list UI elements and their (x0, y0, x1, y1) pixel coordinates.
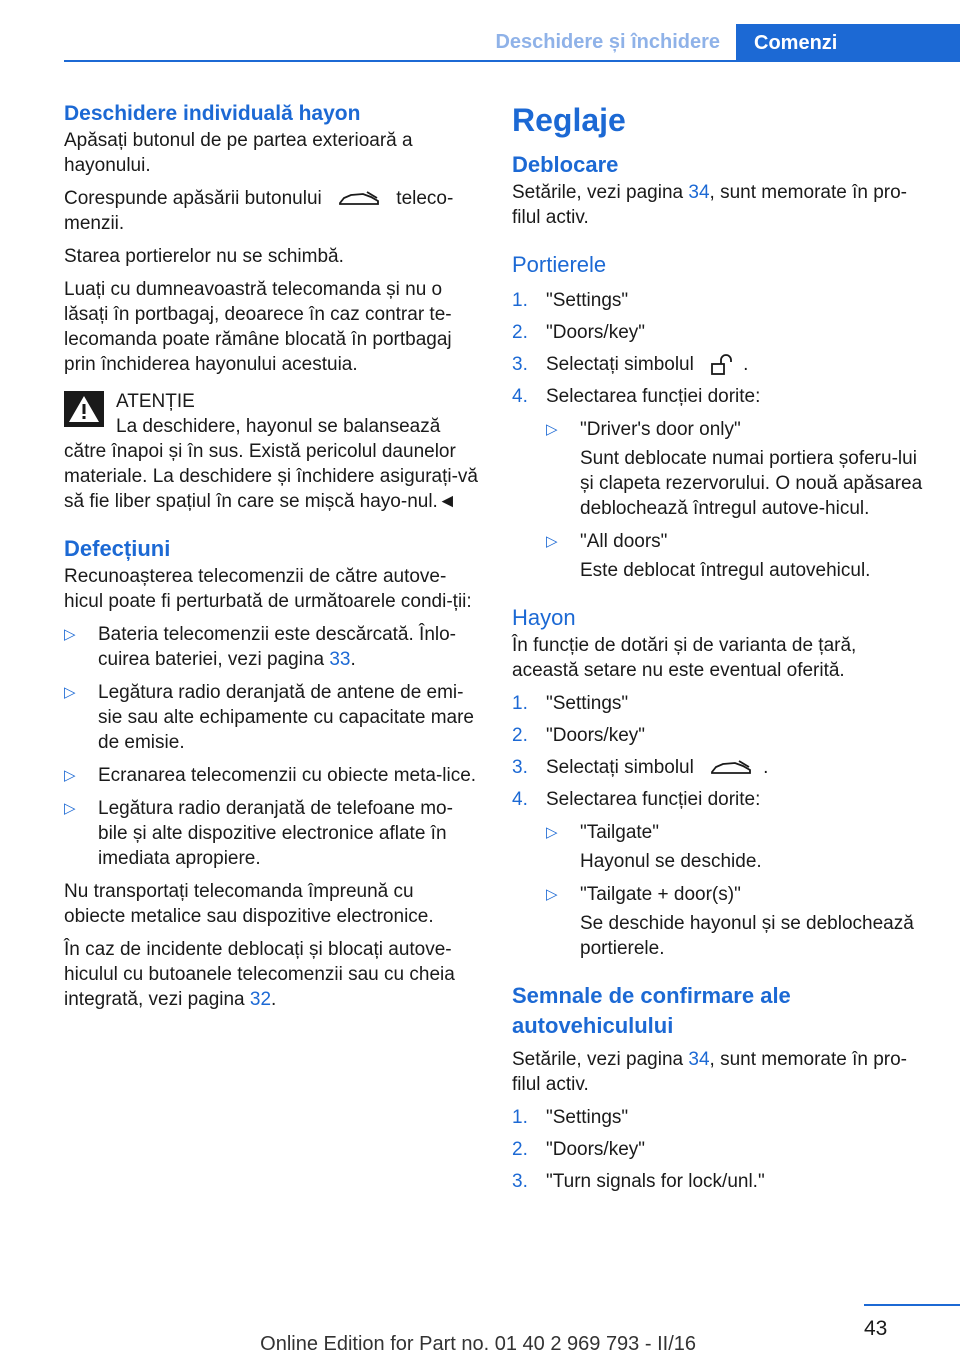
signals-steps (512, 1105, 928, 1194)
paragraph-defects-intro: Recunoașterea telecomenzii de către autove-hicul poate fi perturbată de următoarele condi-ții: (64, 566, 472, 612)
paragraph-unlock-settings: Setările, vezi pagina 34, sunt memorate în pro-filul activ. (512, 182, 907, 228)
list-item: ▷ "Tailgate" Hayonul se deschide. (546, 822, 762, 872)
bullet-triangle-icon: ▷ (64, 767, 76, 784)
right-column (512, 100, 928, 1201)
heading-unlocking: Deblocare (512, 152, 619, 177)
tailgate-options (546, 820, 928, 961)
list-item: 1. "Settings" (512, 1107, 629, 1128)
list-item: 2. "Doors/key" (512, 725, 646, 746)
page-reference-link[interactable]: 33 (329, 649, 351, 670)
list-item: 1. "Settings" (512, 693, 629, 714)
tailgate-steps (512, 691, 928, 961)
warning-title: ATENȚIE (116, 391, 195, 412)
list-item: 1. "Settings" (512, 290, 629, 311)
warning-icon (64, 391, 104, 427)
edition-note: Online Edition for Part no. 01 40 2 969 793 - II/16 (260, 1333, 696, 1355)
header-tab: Comenzi (736, 24, 960, 62)
bullet-triangle-icon: ▷ (546, 421, 558, 438)
heading-settings: Reglaje (512, 102, 626, 138)
list-item: ▷ Bateria telecomenzii este descărcată. Înlo-cuirea bateriei, vezi pagina 33. (64, 624, 457, 670)
bullet-triangle-icon: ▷ (546, 533, 558, 550)
section-confirmation-signals (512, 981, 928, 1194)
doors-steps (512, 288, 928, 583)
warning-text-first: La deschidere, hayonul se balansează (116, 416, 441, 437)
list-item: ▷ "Tailgate + door(s)" Se deschide hayonul și se deblochează portierele. (546, 884, 914, 959)
paragraph-signals-settings: Setările, vezi pagina 34, sunt memorate în pro-filul activ. (512, 1049, 907, 1095)
bullet-triangle-icon: ▷ (64, 684, 76, 701)
paragraph-doors-unchanged: Starea portierelor nu se schimbă. (64, 246, 344, 267)
tailgate-car-icon (337, 189, 381, 209)
list-item: 3. "Turn signals for lock/unl." (512, 1171, 765, 1192)
list-item: 4. Selectarea funcției dorite: ▷ "Driver's door only" Sunt deblocate numai portiera șoferu-lui și clapeta rezervorului. O nouă apăsarea deblochează întregul autove-hicul. ▷ "All doors" Este deblocat întregul autovehicul. (512, 384, 928, 583)
footer-rule (864, 1304, 960, 1306)
bullet-triangle-icon: ▷ (546, 886, 558, 903)
heading-tailgate: Hayon (512, 605, 576, 630)
paragraph-take-remote: Luați cu dumneavoastră telecomanda și nu o lăsați în portbagaj, deoarece în caz contrar te-lecomanda poate rămâne blocată în portbagaj prin închiderea hayonului acestuia. (64, 279, 452, 375)
warning-box (64, 389, 478, 514)
header-rule (64, 60, 960, 62)
warning-text: către înapoi și în sus. Există pericolul daunelor materiale. La deschidere și închidere asigurați-vă să fie liber spațiul în care se mișcă hayo-nul.◄ (64, 441, 478, 512)
section-defects (64, 534, 478, 1012)
list-item: 4. Selectarea funcției dorite: ▷ "Tailgate" Hayonul se deschide. ▷ "Tailgate + door(s)" Se deschide hayonul și se deblochează portierele. (512, 787, 928, 961)
page-reference-link[interactable]: 34 (688, 1049, 710, 1070)
list-item: 3. Selectați simbolul . (512, 757, 769, 778)
paragraph-incidents: În caz de incidente deblocați și blocați autove-hiculul cu butoanele telecomenzii sau cu cheia integrată, vezi pagina 32. (64, 939, 455, 1010)
list-item: ▷ "All doors" Este deblocat întregul autovehicul. (546, 531, 871, 581)
paragraph-metal-objects: Nu transportați telecomanda împreună cu obiecte metalice sau dispozitive electronice. (64, 881, 434, 927)
paragraph-remote-button: Corespunde apăsării butonului teleco-menzii. (64, 188, 454, 234)
defects-list (64, 622, 478, 871)
list-item: ▷ Legătura radio deranjată de telefoane mo-bile și alte dispozitive electronice aflate în imediata apropiere. (64, 798, 453, 869)
section-doors (512, 250, 928, 583)
bullet-triangle-icon: ▷ (64, 800, 76, 817)
paragraph-tailgate-note: În funcție de dotări și de varianta de țară, această setare nu este eventual oferită. (512, 635, 857, 681)
list-item: 2. "Doors/key" (512, 1139, 646, 1160)
list-item: ▷ "Driver's door only" Sunt deblocate numai portiera șoferu-lui și clapeta rezervorului. O nouă apăsarea deblochează întregul autove-hicul. (546, 419, 923, 519)
heading-doors: Portierele (512, 252, 607, 277)
page-number: 43 (864, 1317, 888, 1340)
page-reference-link[interactable]: 34 (688, 182, 710, 203)
page-reference-link[interactable]: 32 (249, 989, 272, 1010)
tailgate-car-icon (709, 758, 753, 778)
list-item: 2. "Doors/key" (512, 322, 646, 343)
bullet-triangle-icon: ▷ (546, 824, 558, 841)
list-item: 3. Selectați simbolul . (512, 354, 749, 375)
section-tailgate (512, 603, 928, 961)
doors-options (546, 417, 928, 583)
paragraph-press-button: Apăsați butonul de pe partea exterioară a hayonului. (64, 130, 413, 176)
unlock-icon (709, 354, 733, 376)
heading-individual-tailgate: Deschidere individuală hayon (64, 102, 361, 125)
bullet-triangle-icon: ▷ (64, 626, 76, 643)
list-item: ▷ Legătura radio deranjată de antene de emi-sie sau alte echipamente cu capacitate mare de emisie. (64, 682, 474, 753)
heading-defects: Defecțiuni (64, 536, 171, 561)
heading-confirmation-signals: Semnale de confirmare ale autovehiculului (512, 983, 791, 1038)
list-item: ▷ Ecranarea telecomenzii cu obiecte meta-lice. (64, 765, 477, 786)
header-section-title: Deschidere și închidere (495, 31, 720, 53)
left-column (64, 100, 478, 1020)
